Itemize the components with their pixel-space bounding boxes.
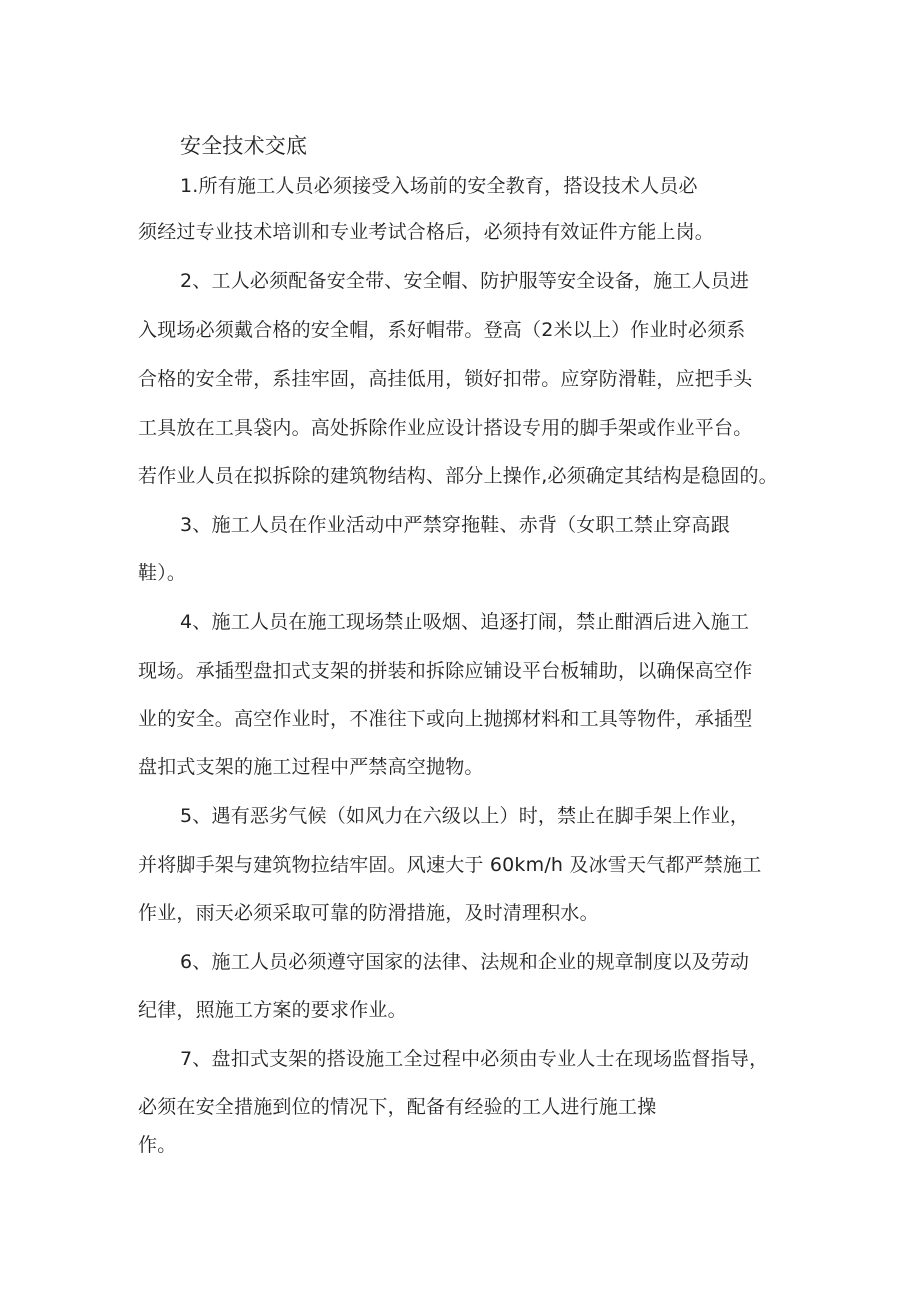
text-line: 盘扣式支架的施工过程中严禁高空抛物。 — [138, 756, 484, 778]
document-title: 安全技术交底 — [180, 134, 308, 158]
text-line: 纪律，照施工方案的要求作业。 — [138, 999, 407, 1021]
text-line: 业的安全。高空作业时，不准往下或向上抛掷材料和工具等物件，承插型 — [138, 708, 753, 730]
text-line: 4、施工人员在施工现场禁止吸烟、追逐打闹，禁止酣酒后进入施工 — [180, 611, 750, 633]
text-line: 1.所有施工人员必须接受入场前的安全教育，搭设技术人员必 — [180, 175, 698, 197]
text-line: 须经过专业技术培训和专业考试合格后，必须持有效证件方能上岗。 — [138, 221, 715, 243]
text-line: 现场。承插型盘扣式支架的拼装和拆除应铺设平台板辅助，以确保高空作 — [138, 660, 753, 682]
text-line: 6、施工人员必须遵守国家的法律、法规和企业的规章制度以及劳动 — [180, 951, 750, 973]
text-line: 5、遇有恶劣气候（如风力在六级以上）时，禁止在脚手架上作业， — [180, 805, 750, 827]
text-line: 入现场必须戴合格的安全帽，系好帽带。登高（2米以上）作业时必须系 — [138, 319, 746, 341]
text-line: 工具放在工具袋内。高处拆除作业应设计搭设专用的脚手架或作业平台。 — [138, 417, 753, 439]
text-line: 鞋）。 — [138, 562, 187, 584]
text-line: 若作业人员在拟拆除的建筑物结构、部分上操作,必须确定其结构是稳固的。 — [138, 465, 778, 487]
text-line: 作业，雨天必须采取可靠的防滑措施，及时清理积水。 — [138, 902, 599, 924]
text-line: 作。 — [138, 1134, 177, 1156]
text-line: 并将脚手架与建筑物拉结牢固。风速大于 60km/h 及冰雪天气都严禁施工 — [138, 854, 762, 876]
text-line: 合格的安全带，系挂牢固，高挂低用，锁好扣带。应穿防滑鞋，应把手头 — [138, 368, 753, 390]
text-line: 7、盘扣式支架的搭设施工全过程中必须由专业人士在现场监督指导， — [180, 1048, 769, 1070]
text-line: 2、工人必须配备安全带、安全帽、防护服等安全设备，施工人员进 — [180, 270, 750, 292]
text-line: 必须在安全措施到位的情况下，配备有经验的工人进行施工操 — [138, 1096, 657, 1118]
text-line: 3、施工人员在作业活动中严禁穿拖鞋、赤背（女职工禁止穿高跟 — [180, 514, 730, 536]
